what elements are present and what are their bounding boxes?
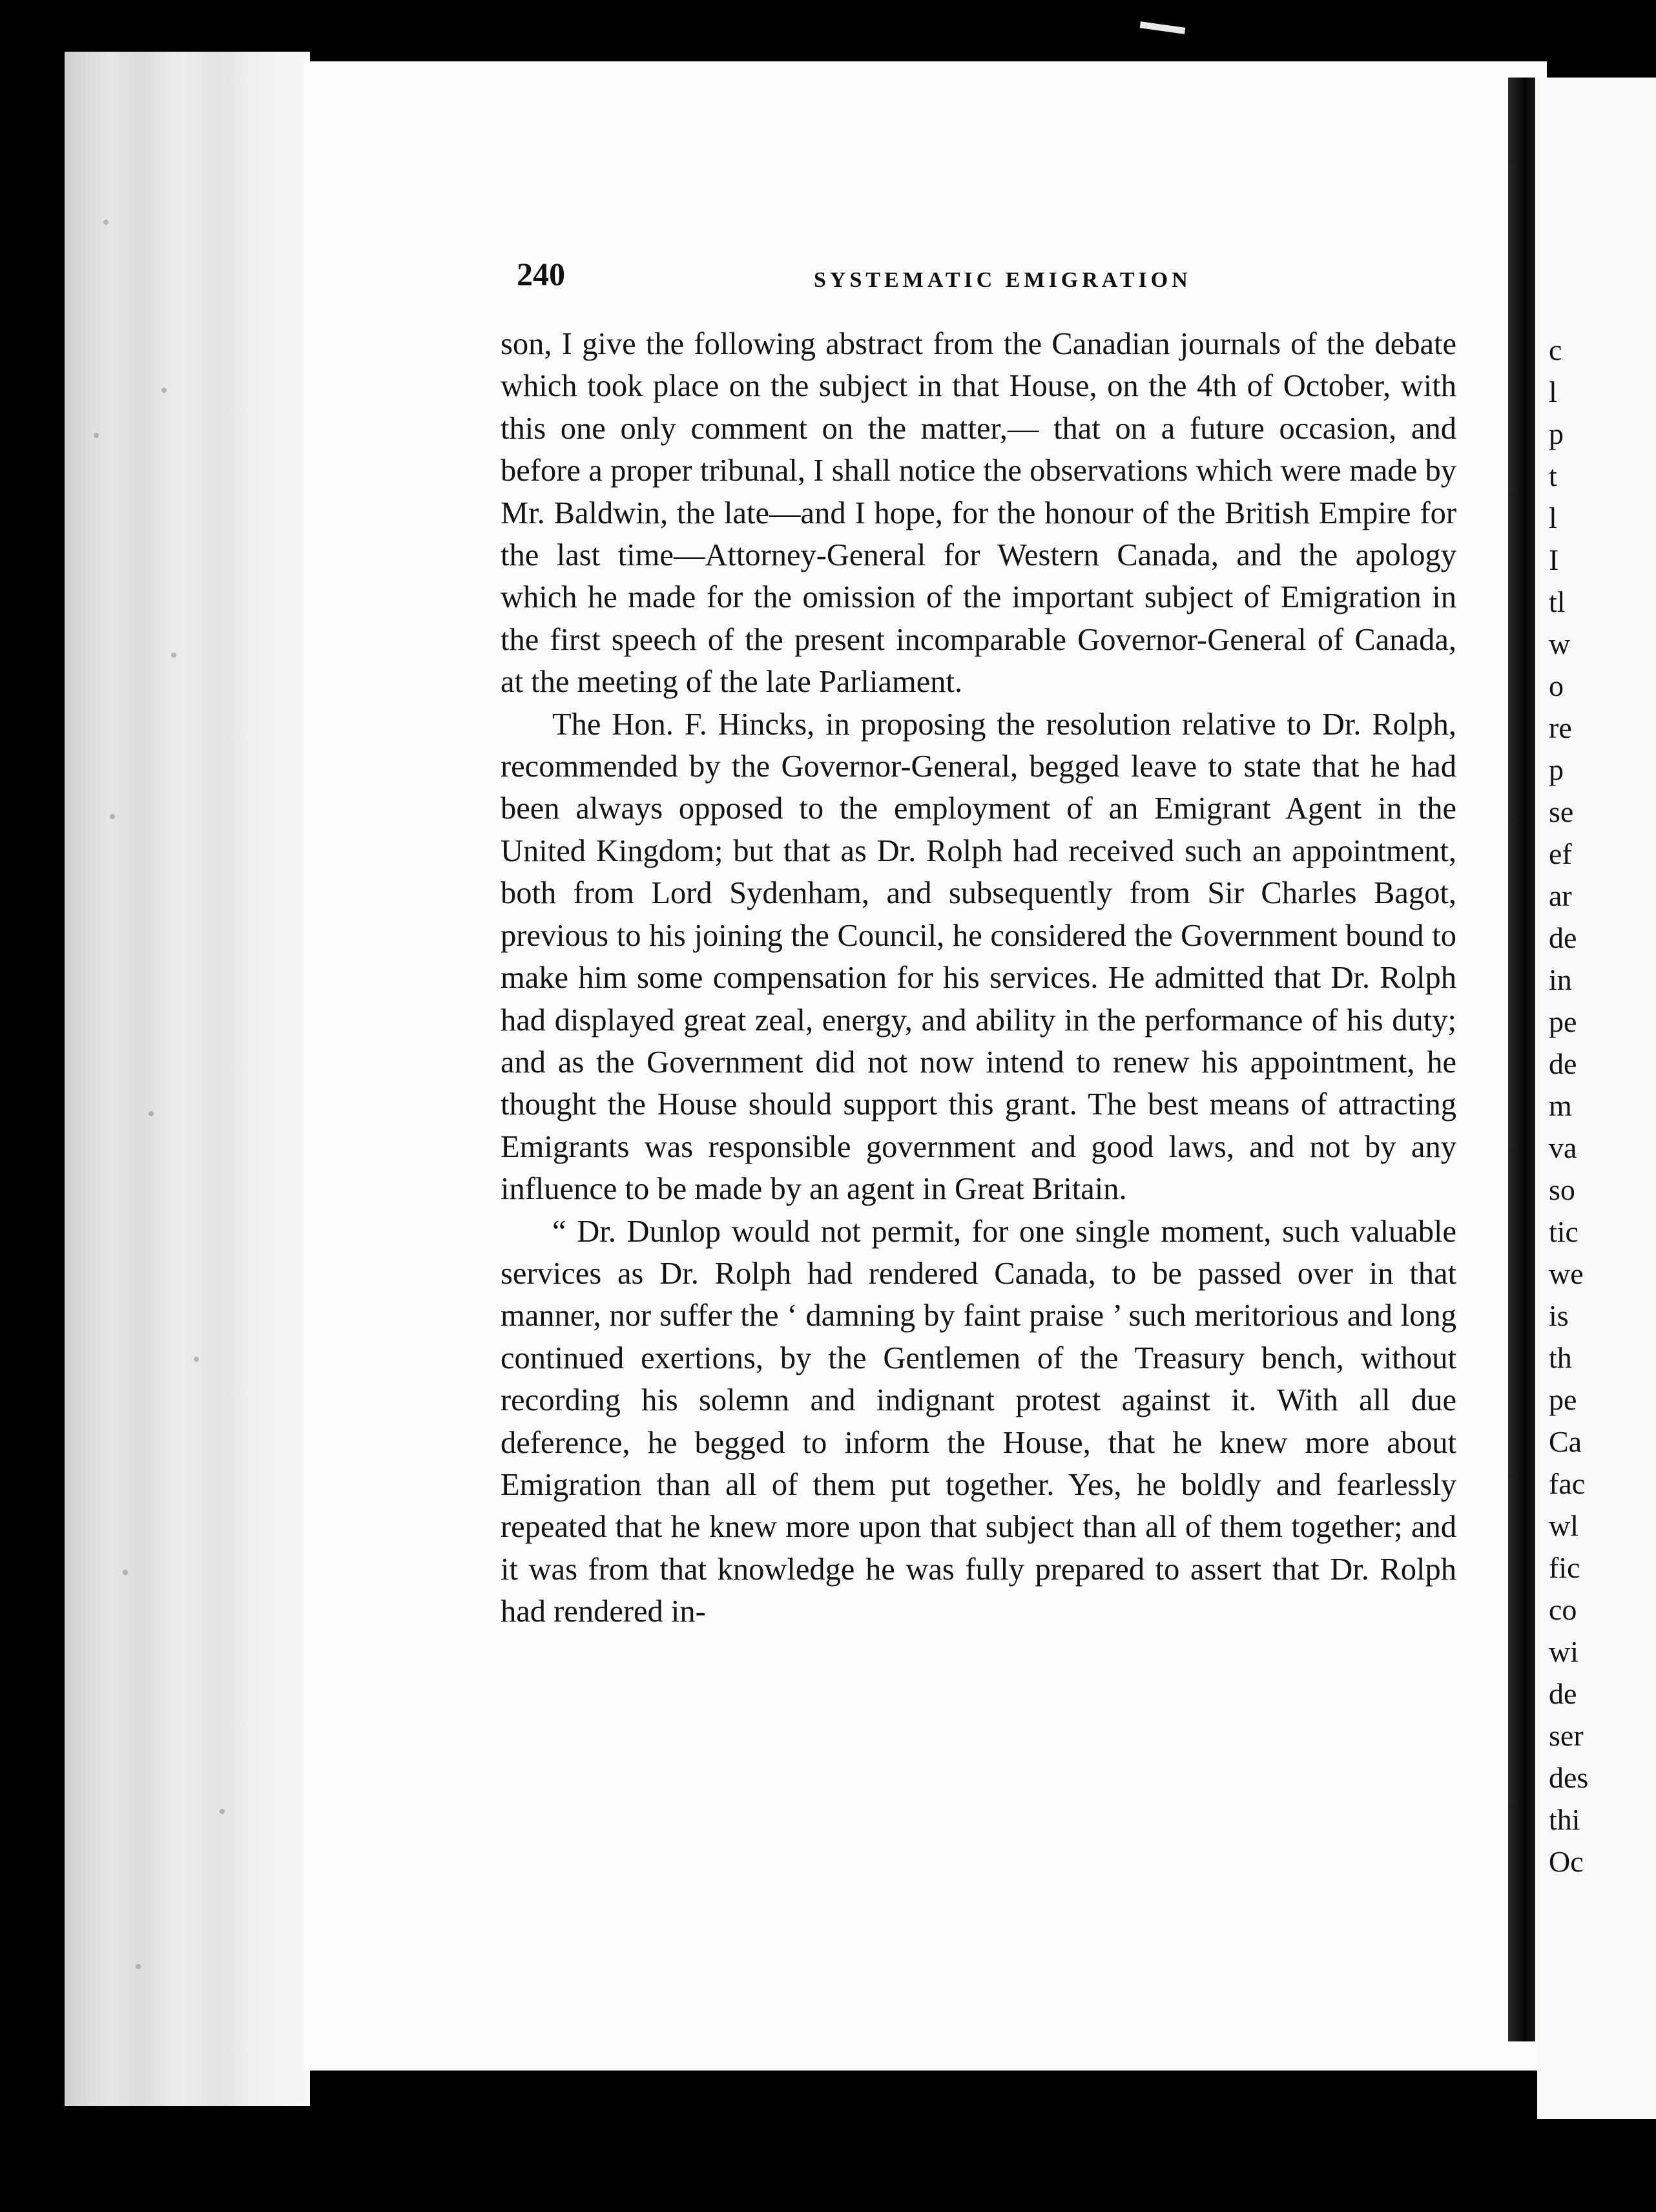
page-edge-stack	[65, 52, 310, 2106]
next-page-fragment: ef	[1549, 837, 1572, 870]
next-page-fragment: se	[1549, 795, 1574, 828]
next-page-fragment: tic	[1549, 1215, 1578, 1248]
next-page-fragment: de	[1549, 1677, 1577, 1710]
next-page-fragment: th	[1549, 1341, 1572, 1374]
next-page-fragment: wi	[1549, 1635, 1578, 1668]
next-page-fragment: we	[1549, 1257, 1584, 1290]
next-page-fragment: Ca	[1549, 1425, 1582, 1458]
next-page-fragment: p	[1549, 417, 1564, 450]
next-page-fragment: m	[1549, 1089, 1572, 1122]
next-page-fragment: so	[1549, 1173, 1575, 1206]
next-page-fragment: de	[1549, 921, 1577, 954]
next-page-fragment: va	[1549, 1131, 1577, 1164]
next-page-fragment: fic	[1549, 1551, 1580, 1584]
body-text	[501, 323, 1456, 1633]
page-heading: SYSTEMATIC EMIGRATION	[814, 268, 1192, 292]
next-page-fragment: o	[1549, 669, 1564, 702]
next-page-fragment: I	[1549, 543, 1559, 576]
next-page-fragment: l	[1549, 501, 1557, 534]
next-page-fragment: ar	[1549, 879, 1572, 912]
next-page-fragment: fac	[1549, 1467, 1586, 1500]
next-page-fragment: c	[1549, 333, 1562, 366]
next-page-fragment: wl	[1549, 1509, 1578, 1542]
stray-mark	[1140, 21, 1186, 34]
next-page-fragment: is	[1549, 1299, 1569, 1332]
binding-gutter	[1508, 78, 1535, 2041]
paragraph: “ Dr. Dunlop would not permit, for one single moment, such valuable services as Dr. Rolph had rendered Canada, to be passed over in that manner, nor suffer the ‘ damning by faint praise ’ such meritorious and long continued exertions, by the Gentlemen of the Treasury bench, without recording his solemn and indignant protest against it. With all due deference, he begged to inform the House, that he knew more about Emigration than all of them put together. Yes, he boldly and fearlessly repeated that he knew more upon that subject than all of them together; and it was from that knowledge he was fully prepared to assert that Dr. Rolph had rendered in-	[501, 1214, 1456, 1629]
next-page-fragment: pe	[1549, 1005, 1577, 1038]
paragraph: son, I give the following abstract from the Canadian journals of the debate which took place on the subject in that House, on the 4th of October, with this one only comment on the matter,— that on a future occasion, and before a proper tribunal, I shall notice the observations which were made by Mr. Baldwin, the late—and I hope, for the honour of the British Empire for the last time—Attorney-General for Western Canada, and the apology which he made for the omission of the important subject of Emigration in the first speech of the present incomparable Governor-General of Canada, at the meeting of the late Parliament.	[501, 327, 1456, 700]
page-number: 240	[517, 256, 565, 292]
next-page-fragment: des	[1549, 1761, 1589, 1794]
next-page-fragment: p	[1549, 753, 1564, 786]
paragraph: The Hon. F. Hincks, in proposing the resolution relative to Dr. Rolph, recommended by the Governor-General, begged leave to state that he had been always opposed to the employment of an Emigrant Agent in the United Kingdom; but that as Dr. Rolph had received such an appointment, both from Lord Sydenham, and subsequently from Sir Charles Bagot, previous to his joining the Council, he considered the Government bound to make him some compensation for his services. He admitted that Dr. Rolph had displayed great zeal, energy, and ability in the performance of his duty; and as the Government did not now intend to renew his appointment, he thought the House should support this grant. The best means of attracting Emigrants was responsible government and good laws, and not by any influence to be made by an agent in Great Britain.	[501, 707, 1456, 1207]
next-page-fragment: t	[1549, 459, 1557, 492]
next-page-fragment: w	[1549, 627, 1571, 660]
next-page-fragment: de	[1549, 1047, 1577, 1080]
next-page-fragment: l	[1549, 375, 1557, 408]
next-page-fragment: ser	[1549, 1719, 1584, 1752]
next-page-fragment: pe	[1549, 1383, 1577, 1416]
next-page-fragment: thi	[1549, 1803, 1580, 1836]
next-page-fragment: tl	[1549, 585, 1566, 618]
next-page-fragment: in	[1549, 963, 1572, 996]
next-page-fragment: re	[1549, 711, 1572, 744]
next-page-fragment: Oc	[1549, 1845, 1584, 1878]
next-page-fragment: co	[1549, 1593, 1577, 1626]
next-page-sliver	[1537, 78, 1656, 2119]
